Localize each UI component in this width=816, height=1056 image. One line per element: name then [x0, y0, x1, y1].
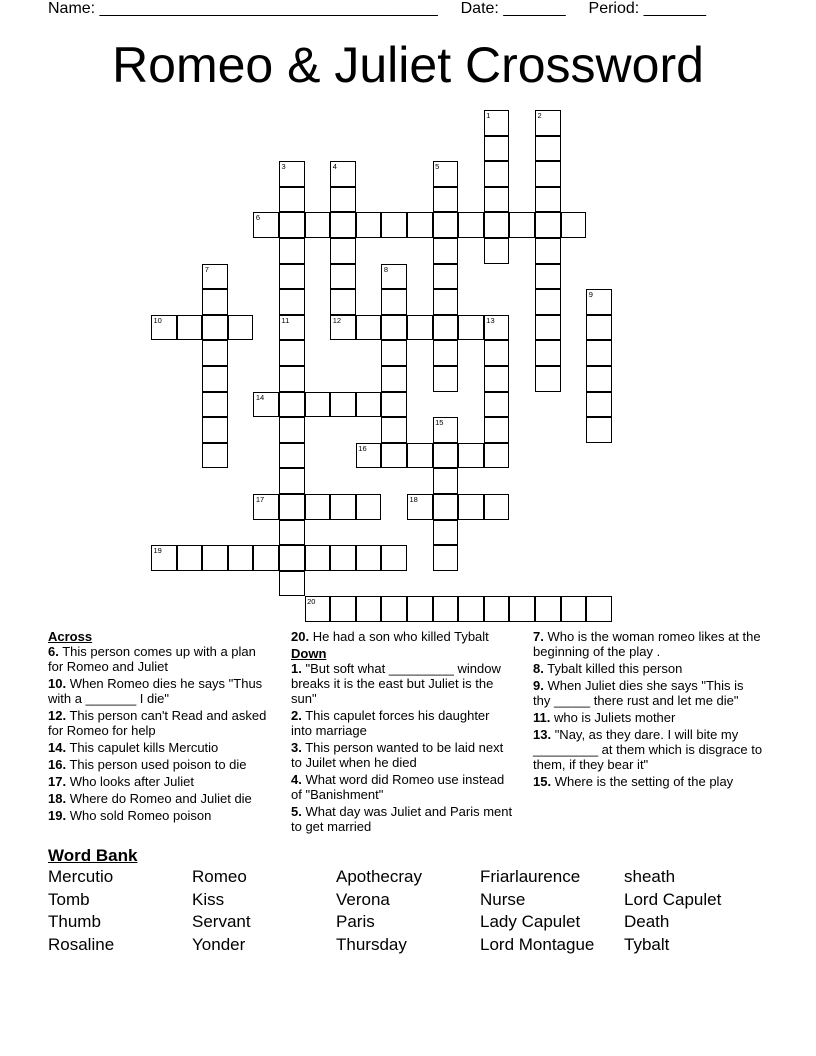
- word-bank: [48, 867, 768, 957]
- word-bank-item: Verona: [336, 889, 390, 909]
- clue-number-6: 6: [255, 213, 261, 223]
- grid-cell[interactable]: [433, 340, 459, 366]
- word-bank-item: Servant: [192, 912, 251, 932]
- grid-cell[interactable]: [433, 545, 459, 571]
- grid-cell[interactable]: [458, 212, 484, 238]
- grid-cell[interactable]: [202, 315, 228, 341]
- grid-cell[interactable]: [279, 289, 305, 315]
- grid-cell[interactable]: [407, 315, 433, 341]
- grid-cell[interactable]: [458, 315, 484, 341]
- grid-cell[interactable]: [305, 212, 331, 238]
- grid-cell[interactable]: [381, 340, 407, 366]
- grid-cell[interactable]: [305, 545, 331, 571]
- grid-cell[interactable]: [279, 417, 305, 443]
- grid-cell[interactable]: [407, 212, 433, 238]
- clue-item: [48, 808, 268, 823]
- clue-text: Where is the setting of the play: [551, 774, 734, 789]
- grid-cell[interactable]: [279, 238, 305, 264]
- clue-number-13: 13: [486, 315, 495, 325]
- grid-cell[interactable]: [535, 161, 561, 187]
- grid-cell[interactable]: [279, 443, 305, 469]
- grid-cell[interactable]: [279, 264, 305, 290]
- word-bank-item: Lord Capulet: [624, 889, 722, 909]
- grid-cell[interactable]: [381, 392, 407, 418]
- word-bank-item: Mercutio: [48, 867, 114, 886]
- clue-item: [48, 708, 268, 738]
- grid-cell[interactable]: [535, 289, 561, 315]
- clue-number: 11.: [533, 710, 551, 725]
- clue-number-11: 11: [281, 315, 290, 325]
- clues-column-3: [533, 629, 763, 791]
- grid-cell[interactable]: [202, 417, 228, 443]
- clue-item: [291, 804, 513, 834]
- grid-cell[interactable]: [561, 212, 587, 238]
- grid-cell[interactable]: [535, 315, 561, 341]
- clue-number-20: 20: [307, 597, 316, 607]
- grid-cell[interactable]: [484, 392, 510, 418]
- clue-text: This capulet kills Mercutio: [66, 740, 219, 755]
- grid-cell[interactable]: [535, 366, 561, 392]
- clue-number-9: 9: [588, 290, 593, 300]
- clue-number: 3.: [291, 740, 302, 755]
- word-bank-item: Tybalt: [624, 934, 670, 954]
- clue-number-12: 12: [332, 315, 342, 325]
- word-bank-item: Kiss: [192, 889, 225, 909]
- grid-cell[interactable]: [381, 366, 407, 392]
- clue-item: [533, 661, 763, 676]
- clue-number: 1.: [291, 661, 302, 676]
- clue-number: 17.: [48, 774, 67, 789]
- grid-cell[interactable]: [458, 494, 484, 520]
- clue-text: Where do Romeo and Juliet die: [66, 791, 252, 806]
- clue-text: Who sold Romeo poison: [66, 808, 212, 823]
- clue-number: 14.: [48, 740, 67, 755]
- grid-cell[interactable]: [330, 494, 356, 520]
- clue-text: Who looks after Juliet: [66, 774, 194, 789]
- grid-cell[interactable]: [330, 187, 356, 213]
- grid-cell[interactable]: [279, 187, 305, 213]
- clue-number: 5.: [291, 804, 302, 819]
- grid-cell[interactable]: [484, 340, 510, 366]
- grid-cell[interactable]: [356, 315, 382, 341]
- grid-cell[interactable]: [484, 187, 510, 213]
- clue-item: [48, 774, 268, 789]
- grid-cell[interactable]: [228, 545, 254, 571]
- grid-cell[interactable]: [535, 264, 561, 290]
- clue-number-2: 2: [537, 111, 542, 120]
- grid-cell[interactable]: [381, 417, 407, 443]
- grid-cell[interactable]: [330, 545, 356, 571]
- grid-cell[interactable]: [433, 494, 459, 520]
- clue-item: [291, 772, 513, 802]
- grid-cell[interactable]: [356, 596, 382, 622]
- grid-cell[interactable]: [279, 571, 305, 597]
- clue-text: "But soft what _________ window breaks it is the east but Juliet is the sun": [291, 661, 501, 706]
- grid-cell[interactable]: [458, 596, 484, 622]
- grid-cell[interactable]: [279, 468, 305, 494]
- clues-column-1: [48, 629, 268, 825]
- clue-text: who is Juliets mother: [550, 710, 676, 725]
- section-heading-across: Across: [48, 629, 93, 644]
- clue-number: 16.: [48, 757, 67, 772]
- clue-number: 13.: [533, 727, 552, 742]
- grid-cell[interactable]: [484, 238, 510, 264]
- grid-cell[interactable]: [433, 212, 459, 238]
- clue-number-19: 19: [153, 546, 162, 556]
- word-bank-item: Friarlaurence: [480, 867, 581, 886]
- clue-text: What word did Romeo use instead of "Banishment": [291, 772, 505, 802]
- clue-number-16: 16: [358, 443, 367, 453]
- grid-cell[interactable]: [535, 187, 561, 213]
- grid-cell[interactable]: [433, 596, 459, 622]
- grid-cell[interactable]: [202, 289, 228, 315]
- clue-number: 18.: [48, 791, 67, 806]
- clue-item: [291, 708, 513, 738]
- clue-text: "Nay, as they dare. I will bite my _________ at them which is disgrace to them, if they bear it": [533, 727, 763, 772]
- grid-cell[interactable]: [586, 315, 612, 341]
- grid-cell[interactable]: [484, 596, 510, 622]
- grid-cell[interactable]: [433, 315, 459, 341]
- grid-cell[interactable]: [202, 545, 228, 571]
- grid-cell[interactable]: [535, 340, 561, 366]
- grid-cell[interactable]: [202, 392, 228, 418]
- grid-cell[interactable]: [356, 494, 382, 520]
- word-bank-title: Word Bank: [48, 846, 138, 865]
- page-title: Romeo & Juliet Crossword: [112, 37, 704, 93]
- grid-cell[interactable]: [433, 468, 459, 494]
- clue-text: This capulet forces his daughter into marriage: [291, 708, 490, 738]
- word-bank-item: Tomb: [48, 889, 90, 909]
- word-bank-item: Rosaline: [48, 934, 115, 954]
- word-bank-item: Lady Capulet: [480, 912, 581, 932]
- grid-cell[interactable]: [305, 494, 331, 520]
- grid-cell[interactable]: [279, 494, 305, 520]
- grid-cell[interactable]: [561, 596, 587, 622]
- clue-item: [48, 791, 268, 806]
- grid-cell[interactable]: [279, 392, 305, 418]
- section-heading-down: Down: [291, 646, 327, 661]
- grid-cell[interactable]: [279, 545, 305, 571]
- clues-column-2: [291, 629, 513, 836]
- clue-text: He had a son who killed Tybalt: [309, 629, 489, 644]
- grid-cell[interactable]: [202, 366, 228, 392]
- clue-number: 20.: [291, 629, 310, 644]
- grid-cell[interactable]: [279, 212, 305, 238]
- grid-cell[interactable]: [381, 596, 407, 622]
- period-label: Period:: [588, 0, 640, 17]
- clue-number: 15.: [533, 774, 552, 789]
- grid-cell[interactable]: [177, 545, 203, 571]
- name-label: Name:: [48, 0, 96, 17]
- grid-cell[interactable]: [177, 315, 203, 341]
- clue-text: What day was Juliet and Paris ment to get married: [291, 804, 513, 834]
- grid-cell[interactable]: [586, 366, 612, 392]
- grid-cell[interactable]: [381, 212, 407, 238]
- grid-cell[interactable]: [356, 212, 382, 238]
- word-bank-item: Yonder: [192, 934, 246, 954]
- clue-item: [291, 629, 513, 644]
- grid-cell[interactable]: [433, 443, 459, 469]
- clue-number-7: 7: [204, 264, 209, 274]
- clue-number-18: 18: [409, 495, 418, 504]
- clue-text: This person comes up with a plan for Romeo and Juliet: [48, 644, 256, 674]
- clue-number: 7.: [533, 629, 544, 644]
- word-bank-item: Romeo: [192, 867, 247, 886]
- grid-cell[interactable]: [279, 520, 305, 546]
- grid-cell[interactable]: [484, 212, 510, 238]
- clue-item: [291, 661, 513, 706]
- clue-item: [48, 676, 268, 706]
- clue-number-15: 15: [435, 418, 444, 428]
- clue-number: 10.: [48, 676, 67, 691]
- grid-cell[interactable]: [330, 238, 356, 264]
- grid-cell[interactable]: [433, 187, 459, 213]
- grid-cell[interactable]: [407, 596, 433, 622]
- grid-cell[interactable]: [228, 315, 254, 341]
- clue-item: [533, 678, 763, 708]
- clue-number-8: 8: [383, 264, 389, 274]
- word-bank-item: Thursday: [336, 934, 407, 954]
- grid-cell[interactable]: [484, 136, 510, 162]
- grid-cell[interactable]: [509, 596, 535, 622]
- grid-cell[interactable]: [509, 212, 535, 238]
- grid-cell[interactable]: [586, 417, 612, 443]
- grid-cell[interactable]: [330, 264, 356, 290]
- clue-number: 12.: [48, 708, 67, 723]
- clue-number: 4.: [291, 772, 302, 787]
- clue-number-14: 14: [255, 392, 265, 402]
- clue-item: [533, 774, 763, 789]
- clue-item: [533, 710, 763, 725]
- grid-cell[interactable]: [330, 212, 356, 238]
- grid-cell[interactable]: [330, 596, 356, 622]
- clue-number-4: 4: [332, 162, 337, 172]
- grid-cell[interactable]: [381, 443, 407, 469]
- date-blank[interactable]: _______: [503, 0, 566, 17]
- grid-cell[interactable]: [433, 366, 459, 392]
- grid-cell[interactable]: [484, 494, 510, 520]
- grid-cell[interactable]: [535, 238, 561, 264]
- grid-cell[interactable]: [407, 443, 433, 469]
- grid-cell[interactable]: [381, 315, 407, 341]
- clue-number-17: 17: [255, 495, 265, 504]
- word-bank-item: Lord Montague: [480, 934, 595, 954]
- grid-cell[interactable]: [279, 340, 305, 366]
- clue-item: [533, 629, 763, 659]
- clue-text: Tybalt killed this person: [543, 661, 683, 676]
- grid-cell[interactable]: [253, 545, 279, 571]
- word-bank-item: Death: [624, 912, 670, 932]
- grid-cell[interactable]: [433, 520, 459, 546]
- grid-cell[interactable]: [202, 340, 228, 366]
- clue-item: [291, 740, 513, 770]
- clue-number-10: 10: [153, 315, 162, 325]
- grid-cell[interactable]: [484, 161, 510, 187]
- clue-text: This person can't Read and asked for Romeo for help: [48, 708, 267, 738]
- grid-cell[interactable]: [433, 238, 459, 264]
- clue-text: When Romeo dies he says "Thus with a _______ I die": [48, 676, 263, 706]
- grid-cell[interactable]: [381, 289, 407, 315]
- grid-cell[interactable]: [535, 212, 561, 238]
- clue-number: 2.: [291, 708, 302, 723]
- grid-cell[interactable]: [484, 417, 510, 443]
- clue-number: 9.: [533, 678, 544, 693]
- grid-cell[interactable]: [202, 443, 228, 469]
- word-bank-item: Thumb: [48, 912, 101, 932]
- grid-cell[interactable]: [535, 596, 561, 622]
- grid-cell[interactable]: [433, 289, 459, 315]
- clue-number: 8.: [533, 661, 544, 676]
- clue-text: Who is the woman romeo likes at the beginning of the play .: [533, 629, 761, 659]
- grid-cell[interactable]: [458, 443, 484, 469]
- grid-cell[interactable]: [484, 443, 510, 469]
- grid-cell[interactable]: [330, 289, 356, 315]
- grid-cell[interactable]: [586, 596, 612, 622]
- clue-item: [48, 757, 268, 772]
- grid-cell[interactable]: [305, 392, 331, 418]
- clue-number: 6.: [48, 644, 59, 659]
- name-blank[interactable]: ______________________________________: [99, 0, 438, 17]
- grid-cell[interactable]: [586, 340, 612, 366]
- grid-cell[interactable]: [356, 392, 382, 418]
- clue-text: When Juliet dies she says "This is thy _____ there rust and let me die": [533, 678, 744, 708]
- word-bank-item: Apothecray: [336, 867, 422, 886]
- clue-number: 19.: [48, 808, 67, 823]
- clue-text: This person used poison to die: [66, 757, 247, 772]
- clue-item: [48, 740, 268, 755]
- grid-cell[interactable]: [356, 545, 382, 571]
- grid-cell[interactable]: [484, 366, 510, 392]
- grid-cell[interactable]: [381, 545, 407, 571]
- word-bank-item: sheath: [624, 867, 676, 886]
- clue-number-5: 5: [435, 162, 440, 172]
- clue-number-3: 3: [281, 162, 286, 172]
- word-bank-item: Nurse: [480, 889, 526, 909]
- date-label: Date:: [460, 0, 499, 17]
- grid-cell[interactable]: [279, 366, 305, 392]
- grid-cell[interactable]: [586, 392, 612, 418]
- clue-text: This person wanted to be laid next to Juilet when he died: [291, 740, 504, 770]
- grid-cell[interactable]: [330, 392, 356, 418]
- grid-cell[interactable]: [433, 264, 459, 290]
- word-bank-item: Paris: [336, 912, 375, 932]
- clue-item: [48, 644, 268, 674]
- clue-item: [533, 727, 763, 772]
- grid-cell[interactable]: [535, 136, 561, 162]
- clue-number-1: 1: [486, 111, 491, 120]
- period-blank[interactable]: _______: [643, 0, 706, 17]
